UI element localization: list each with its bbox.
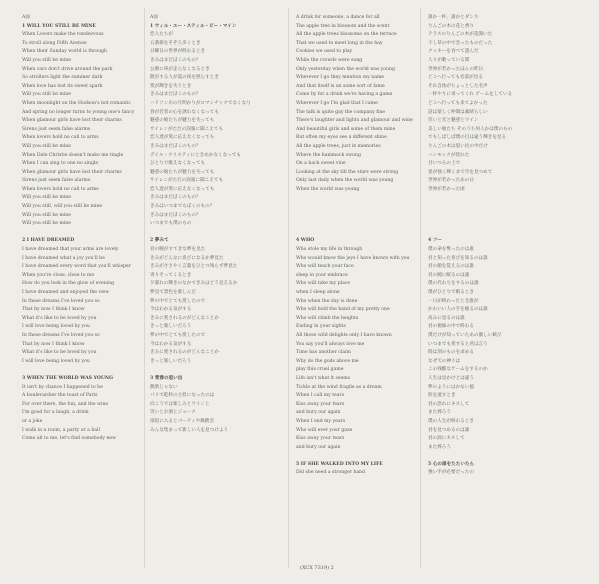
line-gap bbox=[428, 452, 578, 461]
lyric-line: ハンモックが揺れた bbox=[428, 152, 470, 158]
lyric-line: Kiss away your tears bbox=[296, 436, 345, 442]
lyric-line: You say you'll always love me bbox=[296, 341, 365, 347]
lyric-line: 僕の代わりをするのは誰 bbox=[428, 281, 479, 287]
lyric-line: 人生は見かけとは違う bbox=[428, 375, 474, 381]
lyric-line: きみはまだぼくのもの？ bbox=[150, 143, 201, 149]
lyrics-column-3 bbox=[296, 14, 416, 478]
lyric-line: and bury our again bbox=[296, 410, 341, 416]
lyric-line: when I sleep alone bbox=[296, 290, 340, 295]
lyric-line: When you're close, close to me bbox=[22, 272, 95, 278]
lyric-line: That by now I think I know bbox=[22, 341, 85, 347]
lyric-line: いつまでも僕のもの bbox=[150, 221, 192, 227]
lyric-line: I have dreamed and enjoyed the view bbox=[22, 290, 110, 295]
lyric-line: 散歩する人が夏の夜を照らすとき bbox=[150, 75, 219, 81]
lyrics-column-1 bbox=[22, 14, 140, 444]
lyric-line: 五番街をそぞろ歩くとき bbox=[150, 40, 201, 46]
lyric-line: クッキーを食べて遊んだ bbox=[428, 49, 479, 55]
lyric-line: Who will hold the hand of my pretty one bbox=[296, 307, 390, 313]
lyric-line: That we used to meet long in the hay bbox=[296, 40, 383, 46]
lyric-line: 強い手が必要だったの bbox=[428, 470, 474, 476]
lyric-line: 君の腕がすてきな夢を見た bbox=[150, 247, 206, 253]
line-gap bbox=[296, 203, 416, 212]
lyric-line: Wherever I go I'm glad that I came bbox=[296, 100, 378, 106]
lyric-line: On a back sweet vine bbox=[296, 161, 346, 167]
lyric-line: A boulevardier the toast of Paris bbox=[22, 393, 98, 399]
lyric-line: 甘いつるの上で bbox=[428, 161, 461, 167]
lyric-line: Sirens just seem false alarms bbox=[22, 126, 91, 132]
lyric-line: 世界が若かったあの日 bbox=[428, 178, 474, 184]
lyric-line: みんな集まって新しい人を見つけよう bbox=[150, 427, 229, 433]
lyric-line: When glamour girls have lost their charms bbox=[22, 118, 122, 124]
lyric-line: りんごの木は思い出の中だけ bbox=[428, 143, 488, 149]
lyric-line: And that itself is an some sort of fame bbox=[296, 83, 385, 89]
song-title: 5 IF SHE WALKED INTO MY LIFE bbox=[296, 461, 383, 467]
lyric-line: Life isn't what it seems bbox=[296, 375, 350, 381]
lyric-line: この残酷なゲームをするのか bbox=[428, 367, 488, 373]
line-gap bbox=[22, 229, 140, 238]
lyric-line: Ending in your sights bbox=[296, 324, 346, 330]
line-gap bbox=[296, 220, 416, 229]
lyric-line: The apple tree in blossom and the scent bbox=[296, 23, 390, 29]
lyric-line: But often my eyes see a different shine bbox=[296, 135, 387, 141]
song-title: 2 I HAVE DREAMED bbox=[22, 238, 75, 244]
lyric-line: 笑いと光と魅惑とワイン bbox=[428, 118, 479, 124]
line-gap bbox=[428, 203, 578, 212]
lyric-line: 恋人達が愛に応えなくなっても bbox=[150, 186, 215, 192]
lyric-line: りんごの木の花と香り bbox=[428, 23, 474, 29]
lyric-line: ハドソン川の月明かりがロマンチックでなくなり bbox=[150, 100, 251, 106]
lyric-line: That by now I think I know bbox=[22, 307, 85, 313]
lyric-line: Only yesterday when the world was young bbox=[296, 66, 395, 72]
column-divider bbox=[420, 8, 421, 568]
lyric-line: Will you still be mine bbox=[22, 57, 71, 63]
lyric-line: While the crowds were sung bbox=[296, 57, 363, 63]
lyric-line: サイレンがただの誤報に聞こえても bbox=[150, 126, 224, 132]
line-gap bbox=[296, 229, 416, 238]
lyric-line: Why do the gods above me bbox=[296, 358, 359, 364]
lyric-line: 笑いとお酒とジョーク bbox=[150, 410, 196, 416]
lyric-line: And beautiful girls and some of them mine bbox=[296, 126, 396, 132]
lyric-line: サイレンがただの誤報に聞こえても bbox=[150, 178, 224, 184]
lyric-line: 君の腕に眠るのは誰 bbox=[428, 272, 470, 278]
lyric-line: 僕がひとりで眠るとき bbox=[428, 290, 474, 295]
lyric-line: When glamour girls have lost their charms bbox=[22, 169, 122, 175]
lyric-line: 夕暮れの輝きのなかできみはどう見えるか bbox=[150, 281, 238, 287]
lyric-line: When moonlight on the Hudson's not romantic bbox=[22, 100, 131, 106]
lyric-line: 向こうでは楽しみとワインと bbox=[150, 401, 210, 407]
lyric-line: なぜ天の神々は bbox=[428, 358, 461, 364]
lyric-line: When I call my tears bbox=[296, 393, 345, 399]
lyric-line: 今はわかる気がする bbox=[150, 307, 192, 313]
lyric-line: When love has lost its sweet spark bbox=[22, 83, 103, 89]
lyric-line: It isn't by chance I happened to be bbox=[22, 384, 103, 390]
lyric-line: きみはまだぼくのもの？ bbox=[150, 57, 201, 63]
lyric-line: Come by for a drink we're having a game bbox=[296, 92, 393, 98]
lyric-line: 君の視線の中で終わる bbox=[428, 324, 474, 330]
lyric-line: 偶然じゃない bbox=[150, 384, 178, 390]
lyric-line: play this cruel game bbox=[296, 367, 344, 373]
lyric-line: A面 bbox=[22, 15, 30, 20]
lyric-line: In these dreams I've loved you so bbox=[22, 332, 100, 338]
lyric-line: 恋人達が愛に応えなくなっても bbox=[150, 135, 215, 141]
line-gap bbox=[428, 229, 578, 238]
lyric-line: Will you still, will you still be mine bbox=[22, 204, 103, 210]
song-title: 2 夢みて bbox=[150, 238, 169, 244]
lyrics-column-2 bbox=[150, 14, 284, 435]
song-title: 5 心の扉をたたいたら bbox=[428, 461, 475, 467]
lyric-line: 君の顔を覚えるのは誰 bbox=[428, 264, 474, 270]
lyric-line: どこへ行っても名前が出る bbox=[428, 75, 483, 81]
lyric-line: or a joke bbox=[22, 418, 43, 424]
lyric-line: Who would know the joys I have known with you bbox=[296, 255, 410, 261]
lyric-line: きっと楽しいだろう bbox=[150, 358, 192, 364]
lyric-line: When lovers hold no call to arms bbox=[22, 135, 99, 141]
catalog-number: (XCX 7319) 2 bbox=[300, 565, 334, 571]
lyric-line: I have dreamed what a joy you'll be bbox=[22, 255, 105, 261]
lyric-line: Who will take my place bbox=[296, 281, 351, 287]
lyric-line: Who when the day is done bbox=[296, 298, 358, 304]
lyric-line: 君を見つめるのは誰 bbox=[428, 427, 470, 433]
lyric-line: 君と知った喜びを知るのは誰 bbox=[428, 255, 488, 261]
lyric-line: きみはいつまでもぼくのもの？ bbox=[150, 204, 215, 210]
lyric-line: And spring no longer turns to young one's fancy bbox=[22, 109, 135, 115]
lyric-line: Come all to me, let's find somebody new bbox=[22, 436, 117, 442]
lyric-line: 夢の中でとても愛したので bbox=[150, 298, 206, 304]
lyric-line: 僕だけが知っていたあの激しい歓び bbox=[428, 332, 502, 338]
lyric-line: A面 bbox=[150, 15, 158, 20]
lyric-line: Sirens just seem false alarms bbox=[22, 178, 91, 184]
lyric-line: きっと楽しいだろう bbox=[150, 324, 192, 330]
song-title: 3 WHEN THE WORLD WAS YOUNG bbox=[22, 375, 113, 381]
lyric-line: Wherever I go they mention my name bbox=[296, 75, 385, 81]
lyric-line: 夢見て景色を楽しんだ bbox=[150, 290, 196, 295]
lyric-line: Did she need a stronger hand bbox=[296, 470, 366, 476]
line-gap bbox=[428, 194, 578, 203]
lyric-line: Will you still be mine bbox=[22, 212, 71, 218]
lyric-line: 世界が若かったほんの昨日 bbox=[428, 66, 484, 72]
lyric-line: I have dreamed every word that you'll whisper bbox=[22, 264, 131, 270]
lyric-line: For over there, the fun, and the wine bbox=[22, 401, 109, 407]
column-divider bbox=[144, 8, 145, 568]
lyric-line: 話は楽しく仲間は素晴らしい bbox=[428, 109, 488, 115]
song-title: 3 青春の思い出 bbox=[150, 375, 183, 381]
lyric-line: When Dale Christie doesn't make me tingle bbox=[22, 152, 124, 158]
lyric-line: Time has another claim bbox=[296, 350, 351, 356]
lyric-line: I will love being loved by you bbox=[22, 358, 90, 364]
lyric-line: 夢のようにはかない風 bbox=[428, 384, 474, 390]
lyric-line: 時は別のものを求める bbox=[428, 350, 474, 356]
song-title: 1 WILL YOU STILL BE MINE bbox=[22, 23, 96, 29]
lyric-line: Tickle at the wind fragile as a dream bbox=[296, 384, 382, 390]
lyric-line: Who will teach your face bbox=[296, 264, 354, 270]
line-gap bbox=[150, 229, 284, 238]
lyric-line: There's laughter and lights and glamour and wine bbox=[296, 118, 413, 124]
line-gap bbox=[22, 366, 140, 375]
lyric-line: 人々が歌っている間 bbox=[428, 57, 470, 63]
lyric-line: 寄りそってくるとき bbox=[150, 272, 192, 278]
lyric-line: A drink for someone, a dance for all bbox=[296, 15, 380, 20]
lyric-line: 一杯やりに寄ってくれ ゲームをしている bbox=[428, 92, 513, 98]
lyric-line: 美しい娘たち そのうち何人かは僕のもの bbox=[428, 126, 513, 132]
lyric-line: どこへ行っても来てよかった bbox=[428, 100, 488, 106]
lyric-line: 恋人たちが bbox=[150, 32, 173, 38]
lyric-line: Will you still be mine bbox=[22, 195, 71, 201]
lyric-line: 魅惑の娘たちが魅力を失っても bbox=[150, 169, 215, 175]
song-title: 4 フー bbox=[428, 238, 442, 244]
lyric-line: 愛が輝きを失うとき bbox=[150, 83, 192, 89]
lyric-line: きみがどんなに喜びになるか夢見た bbox=[150, 255, 224, 261]
lyric-line: 世界が若かった頃 bbox=[428, 186, 465, 192]
lyric-line: When the world was young bbox=[296, 186, 360, 192]
lyric-line: ひとりで歌えなくなっても bbox=[150, 161, 206, 167]
lyric-line: それ自体がちょっとした名声 bbox=[428, 83, 488, 89]
lyric-line: All the apple trees, just in memories bbox=[296, 143, 381, 149]
lyric-line: Kiss away your fears bbox=[296, 401, 345, 407]
lyric-line: きみがささやく言葉をひとつ残らず夢見た bbox=[150, 264, 238, 270]
line-gap bbox=[296, 452, 416, 461]
lyric-line: When their Sunday world is through bbox=[22, 49, 107, 55]
lyric-line: きみに愛されるのがどんなことか bbox=[150, 315, 219, 321]
line-gap bbox=[296, 194, 416, 203]
lyric-line: いつまでも愛すると君は言う bbox=[428, 341, 488, 347]
lyric-line: 君の涙にキスして bbox=[428, 436, 465, 442]
lyric-line: Will you still be mine bbox=[22, 143, 71, 149]
lyric-line: Will you still be mine bbox=[22, 92, 71, 98]
lyric-line: Will you still be mine bbox=[22, 221, 71, 227]
lyric-line: When Lovers make the rendezvous bbox=[22, 32, 104, 38]
lyric-line: パリで乾杯の主役になったのは bbox=[150, 393, 215, 399]
lyric-line: 僕の人生が終わるとき bbox=[428, 418, 474, 424]
lyric-line: Where the hammock swung bbox=[296, 152, 361, 158]
lyric-line: How do you look in the glow of evening bbox=[22, 281, 115, 287]
lyric-line: Looking at the sky till the stars were strong bbox=[296, 169, 399, 175]
lyric-line: 誰か一杯、誰かとダンス bbox=[428, 15, 479, 20]
lyric-line: 魅惑の娘たちが魅力を失っても bbox=[150, 118, 215, 124]
lyric-line: 公園に車が走らなくなるとき bbox=[150, 66, 210, 72]
lyric-line: きみに愛されるのがどんなことか bbox=[150, 350, 219, 356]
lyric-line: きみはまだぼくのもの？ bbox=[150, 195, 201, 201]
lyric-line: 高みに登るのは誰 bbox=[428, 315, 465, 321]
lyric-line: What it's like to be loved by you bbox=[22, 350, 97, 356]
lyric-line: I will love being loved by you bbox=[22, 324, 90, 330]
line-gap bbox=[428, 220, 578, 229]
lyric-line: デイル・クリスティにときめかなくなっても bbox=[150, 152, 242, 158]
lyric-line: 星が強く輝くまで空を見つめて bbox=[428, 169, 493, 175]
lyric-line: When I can sing to one no single bbox=[22, 161, 99, 167]
song-title: 1 ウィル・ユー・スティル・ビー・マイン bbox=[150, 23, 237, 29]
lyric-line: きみはまだぼくのもの？ bbox=[150, 92, 201, 98]
lyric-line: Only last daily when the world was young bbox=[296, 178, 394, 184]
lyric-line: 今はわかる気がする bbox=[150, 341, 192, 347]
lyric-line: All those wild delights only I have known bbox=[296, 332, 392, 338]
column-divider bbox=[288, 8, 289, 568]
lyric-line: きみはまだぼくのもの？ bbox=[150, 212, 201, 218]
lyric-line: What it's like to be loved by you bbox=[22, 315, 97, 321]
lyric-line: Who will ever your gaze bbox=[296, 427, 353, 433]
lyric-line: 部屋に入るとパーティや舞踏会 bbox=[150, 418, 214, 424]
lyric-line: When cars don't drive around the park bbox=[22, 66, 113, 72]
lyric-line: 日曜日の世界が終わるとき bbox=[150, 49, 206, 55]
lyric-line: かわいい人の手を握るのは誰 bbox=[428, 307, 488, 313]
lyric-line: The talk is quite gay the company fine bbox=[296, 109, 386, 115]
lyric-line: 一日が終わったとき誰が bbox=[428, 298, 479, 304]
lyric-line: So strollers light the summer dark bbox=[22, 75, 103, 81]
line-gap bbox=[428, 212, 578, 221]
song-title: 4 WHO bbox=[296, 238, 315, 244]
lyric-line: Who stole my life in through bbox=[296, 247, 363, 253]
lyrics-column-4 bbox=[428, 14, 578, 478]
line-gap bbox=[150, 366, 284, 375]
lyric-line: When I end my years bbox=[296, 418, 346, 424]
lyric-line: All the apple trees blossome on the terrace bbox=[296, 32, 397, 38]
lyric-line: In these dreams I've loved you so bbox=[22, 298, 100, 304]
lyric-line: When lovers hold no call to arms bbox=[22, 186, 99, 192]
lyric-line: また葬ろう bbox=[428, 410, 451, 416]
lyric-line: Cookies we used to play bbox=[296, 49, 353, 55]
lyric-line: 干し草の中で会ったものだった bbox=[428, 40, 493, 46]
lyric-line: and bury our again bbox=[296, 444, 341, 450]
lyric-line: でもしばしば僕の目は違う輝きを見る bbox=[428, 135, 507, 141]
line-gap bbox=[296, 212, 416, 221]
lyric-line: Who will climb the heights bbox=[296, 315, 359, 321]
lyric-line: I walk in a room, a party or a ball bbox=[22, 427, 100, 433]
lyric-line: To stroll along Fifth Avenue bbox=[22, 40, 87, 46]
lyric-line: sleep in your embrace bbox=[296, 272, 348, 278]
lyric-line: 僕の命を奪ったのは誰 bbox=[428, 247, 474, 253]
lyric-line: 春が若者の心を誘わなくなっても bbox=[150, 109, 219, 115]
lyric-line: 涙を流すとき bbox=[428, 393, 456, 399]
lyric-line: I'm good for a laugh, a drink bbox=[22, 410, 89, 416]
lyric-line: 夢の中でとても愛したので bbox=[150, 332, 206, 338]
lyric-line: 君の恐れにキスして bbox=[428, 401, 470, 407]
lyric-line: テラスのりんごの木が花開いた bbox=[428, 32, 493, 38]
lyric-line: また葬ろう bbox=[428, 444, 451, 450]
lyric-line: I have dreamed that your arms are lovely bbox=[22, 247, 119, 253]
